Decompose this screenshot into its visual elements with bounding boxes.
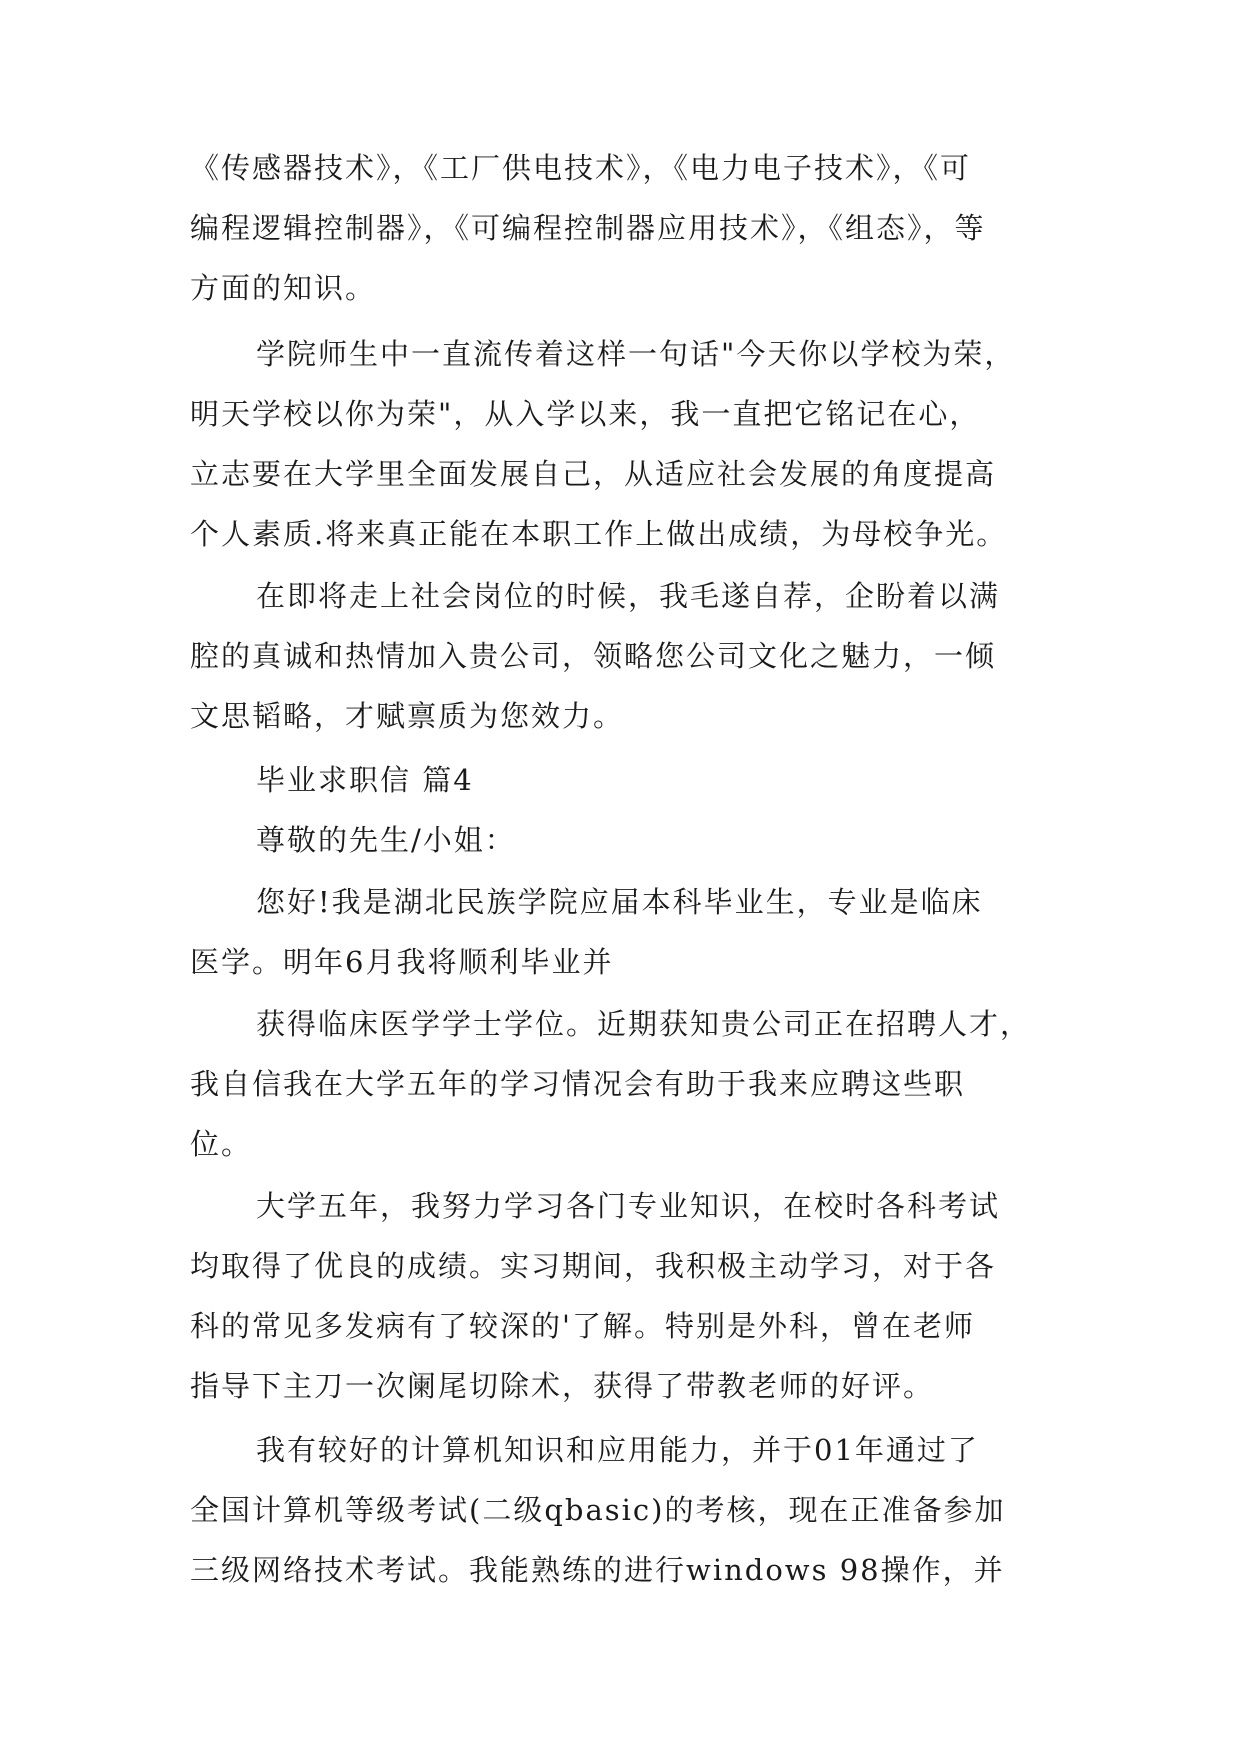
text-line: 个人素质.将来真正能在本职工作上做出成绩，为母校争光。 [190, 517, 1008, 551]
text-line: 《传感器技术》，《工厂供电技术》，《电力电子技术》，《可 [190, 151, 972, 185]
paragraph-first-line: 获得临床医学学士学位。近期获知贵公司正在招聘人才， [256, 1007, 1032, 1041]
salutation: 尊敬的先生/小姐： [256, 823, 516, 857]
text-line: 科的常见多发病有了较深的'了解。特别是外科，曾在老师 [190, 1309, 975, 1343]
text-line: 明天学校以你为荣"，从入学以来，我一直把它铭记在心， [190, 397, 981, 431]
paragraph-first-line: 在即将走上社会岗位的时候，我毛遂自荐，企盼着以满 [256, 579, 1001, 613]
paragraph-first-line: 我有较好的计算机知识和应用能力，并于01年通过了 [256, 1433, 979, 1467]
text-line: 三级网络技术考试。我能熟练的进行windows 98操作，并 [190, 1553, 1005, 1587]
paragraph-first-line: 您好!我是湖北民族学院应届本科毕业生，专业是临床 [256, 885, 983, 919]
text-line: 编程逻辑控制器》，《可编程控制器应用技术》，《组态》，等 [190, 211, 986, 245]
text-line: 位。 [190, 1127, 253, 1161]
paragraph-first-line: 学院师生中一直流传着这样一句话"今天你以学校为荣， [256, 337, 1016, 371]
text-line: 均取得了优良的成绩。实习期间，我积极主动学习，对于各 [190, 1249, 997, 1283]
text-line: 我自信我在大学五年的学习情况会有助于我来应聘这些职 [190, 1067, 966, 1101]
text-line: 立志要在大学里全面发展自己，从适应社会发展的角度提高 [190, 457, 997, 491]
text-line: 腔的真诚和热情加入贵公司，领略您公司文化之魅力，一倾 [190, 639, 997, 673]
text-line: 全国计算机等级考试(二级qbasic)的考核，现在正准备参加 [190, 1493, 1006, 1527]
paragraph-first-line: 大学五年，我努力学习各门专业知识，在校时各科考试 [256, 1189, 1001, 1223]
text-line: 方面的知识。 [190, 271, 377, 305]
text-line: 文思韬略，才赋禀质为您效力。 [190, 699, 625, 733]
text-line: 医学。明年6月我将顺利毕业并 [190, 945, 614, 979]
section-heading: 毕业求职信 篇4 [256, 763, 474, 797]
text-line: 指导下主刀一次阑尾切除术，获得了带教老师的好评。 [190, 1369, 935, 1403]
